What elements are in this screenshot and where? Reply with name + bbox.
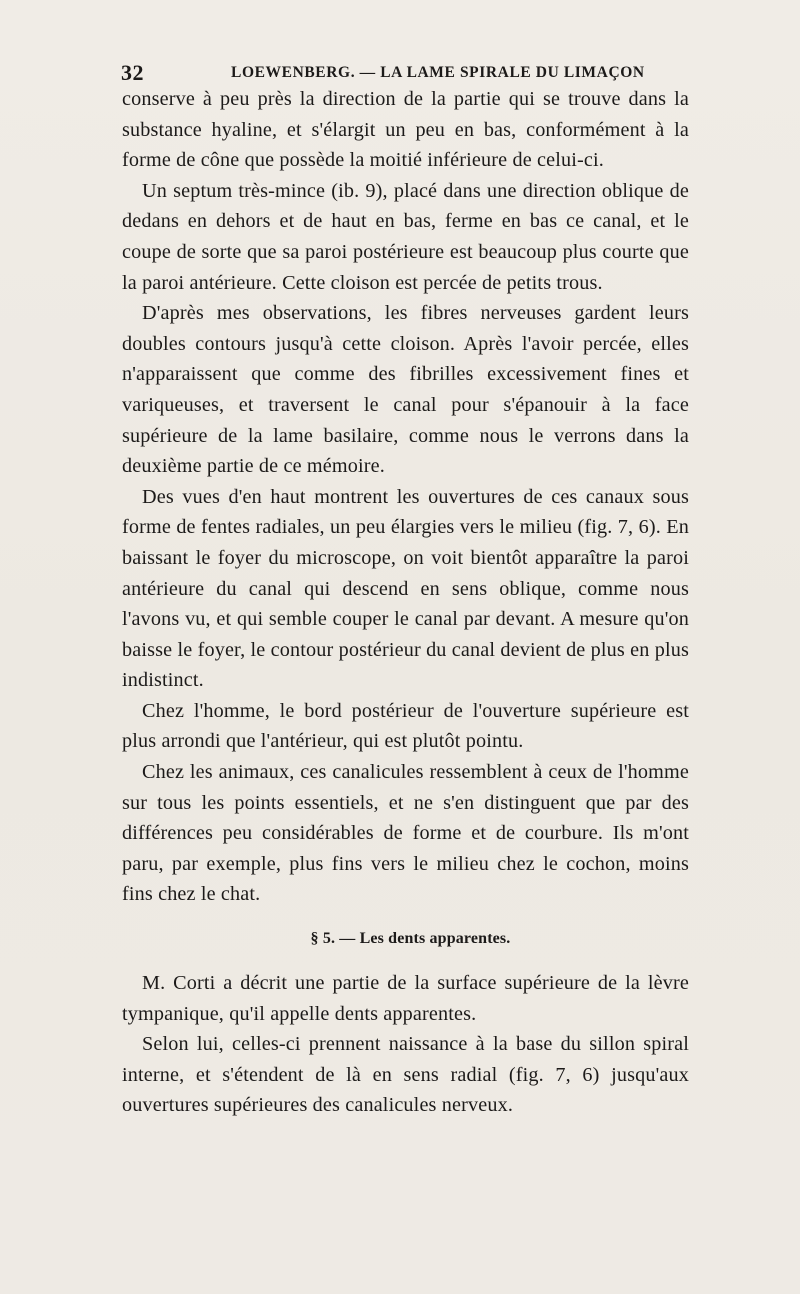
paragraph: Selon lui, celles-ci prennent naissance à la base du sillon spiral interne, et s'étendent de là en sens radial (fig. 7, 6) jusqu'aux ouvertures supérieures des canalicules nerveux.: [122, 1033, 689, 1117]
section-heading: § 5. — Les dents apparentes.: [310, 930, 511, 948]
paragraph: Chez l'homme, le bord postérieur de l'ouverture supérieure est plus arrondi que l'antérieur, qui est plutôt pointu.: [122, 699, 689, 753]
paragraph: Chez les animaux, ces canalicules ressemblent à ceux de l'homme sur tous les points essentiels, et ne s'en distinguent que par des différences peu considérables de forme et de courbure. Ils m'ont paru, par exemple, plus fins vers le milieu chez le cochon, moins fins chez le chat.: [122, 761, 689, 906]
paragraph: D'après mes observations, les fibres nerveuses gardent leurs doubles contours jusqu'à cette cloison. Après l'avoir percée, elles n'apparaissent que comme des fibrilles excessivement fines et variqueuses, et traversent le canal pour s'épanouir à la face supérieure de la lame basilaire, comme nous le verrons dans la deuxième partie de ce mémoire.: [122, 302, 689, 478]
page-number: 32: [121, 60, 144, 85]
paragraph: M. Corti a décrit une partie de la surface supérieure de la lèvre tympanique, qu'il appelle dents apparentes.: [122, 972, 689, 1025]
paragraph: Un septum très-mince (ib. 9), placé dans une direction oblique de dedans en dehors et de haut en bas, ferme en bas ce canal, et le coupe de sorte que sa paroi postérieure est beaucoup plus courte que la paroi antérieure. Cette cloison est percée de petits trous.: [122, 179, 689, 294]
paragraph: conserve à peu près la direction de la partie qui se trouve dans la substance hyaline, et s'élargit un peu en bas, conformément à la forme de cône que possède la moitié inférieure de celui-ci.: [122, 88, 689, 172]
running-head: LOEWENBERG. — LA LAME SPIRALE DU LIMAÇON: [231, 64, 645, 81]
paragraph: Des vues d'en haut montrent les ouvertures de ces canaux sous forme de fentes radiales, un peu élargies vers le milieu (fig. 7, 6). En baissant le foyer du microscope, on voit bientôt apparaître la paroi antérieure du canal qui descend en sens oblique, comme nous l'avons vu, et qui semble couper le canal par devant. A mesure qu'on baisse le foyer, le contour postérieur du canal devient de plus en plus indistinct.: [122, 485, 689, 692]
body-text: [122, 84, 689, 1121]
